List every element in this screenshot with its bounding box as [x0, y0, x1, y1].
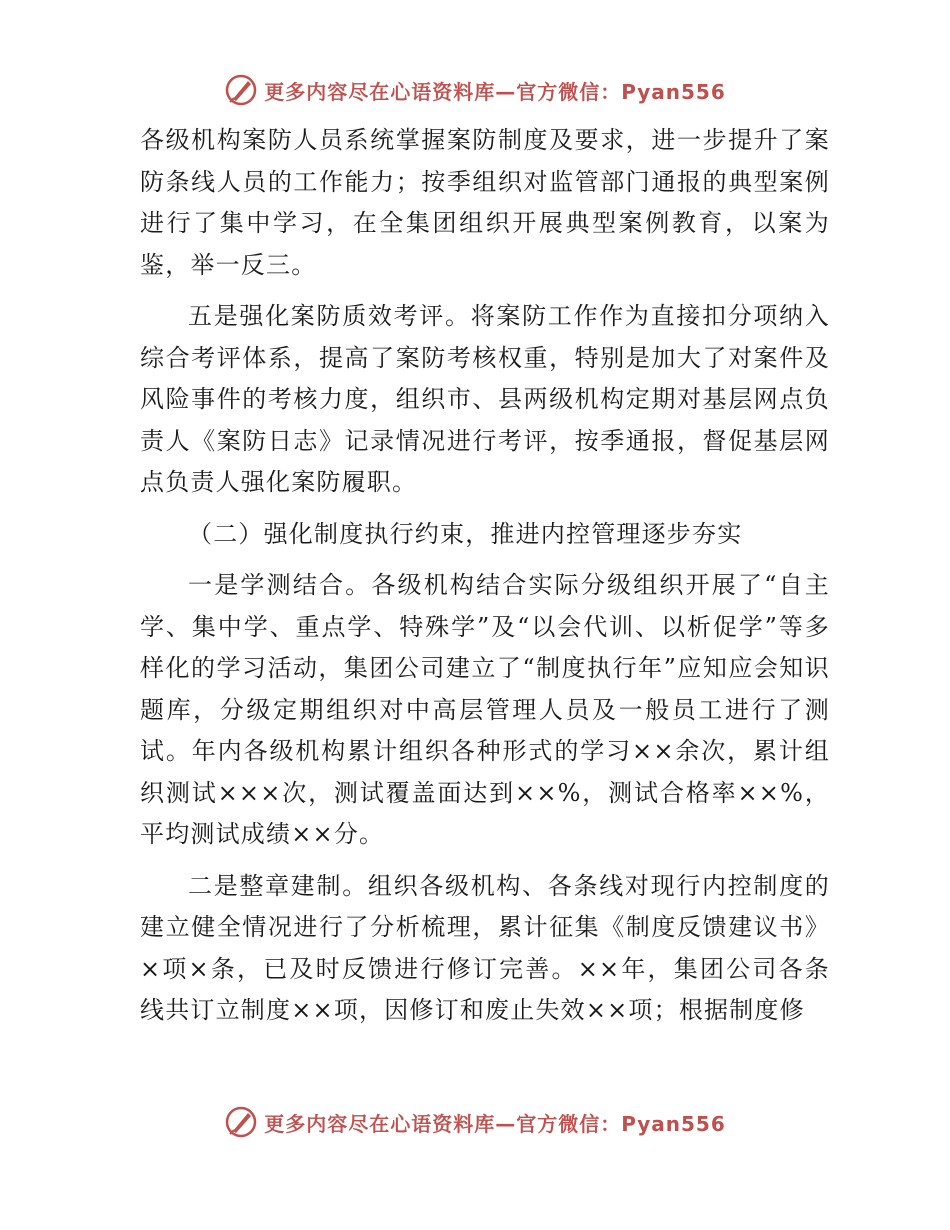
- quill-pen-icon: [224, 73, 258, 107]
- document-body: [140, 120, 830, 1032]
- watermark-text: 更多内容尽在心语资料库—官方微信：Pyan556: [264, 79, 726, 104]
- paragraph-five: 五是强化案防质效考评。将案防工作作为直接扣分项纳入综合考评体系，提高了案防考核权重，特别是加大了对案件及风险事件的考核力度，组织市、县两级机构定期对基层网点负责人《案防日志》记录情况进行考评，按季通报，督促基层网点负责人强化案防履职。: [140, 302, 830, 496]
- paragraph-continuation: 各级机构案防人员系统掌握案防制度及要求，进一步提升了案防条线人员的工作能力；按季组织对监管部门通报的典型案例进行了集中学习，在全集团组织开展典型案例教育，以案为鉴，举一反三。: [140, 126, 830, 279]
- footer-watermark: [0, 1102, 950, 1142]
- section-heading: （二）强化制度执行约束，推进内控管理逐步夯实: [188, 519, 743, 548]
- watermark-text: 更多内容尽在心语资料库—官方微信：Pyan556: [264, 1111, 726, 1136]
- header-watermark: [0, 70, 950, 110]
- quill-pen-icon: [224, 1105, 258, 1139]
- paragraph-one: 一是学测结合。各级机构结合实际分级组织开展了“自主学、集中学、重点学、特殊学”及“以会代训、以析促学”等多样化的学习活动，集团公司建立了“制度执行年”应知应会知识题库，分级定期组织对中高层管理人员及一般员工进行了测试。年内各级机构累计组织各种形式的学习××余次，累计组织测试×××次，测试覆盖面达到××%，测试合格率××%，平均测试成绩××分。: [140, 571, 830, 848]
- paragraph-two: 二是整章建制。组织各级机构、各条线对现行内控制度的建立健全情况进行了分析梳理，累计征集《制度反馈建议书》×项×条，已及时反馈进行修订完善。××年，集团公司各条线共订立制度××项，因修订和废止失效××项；根据制度修: [140, 871, 830, 1024]
